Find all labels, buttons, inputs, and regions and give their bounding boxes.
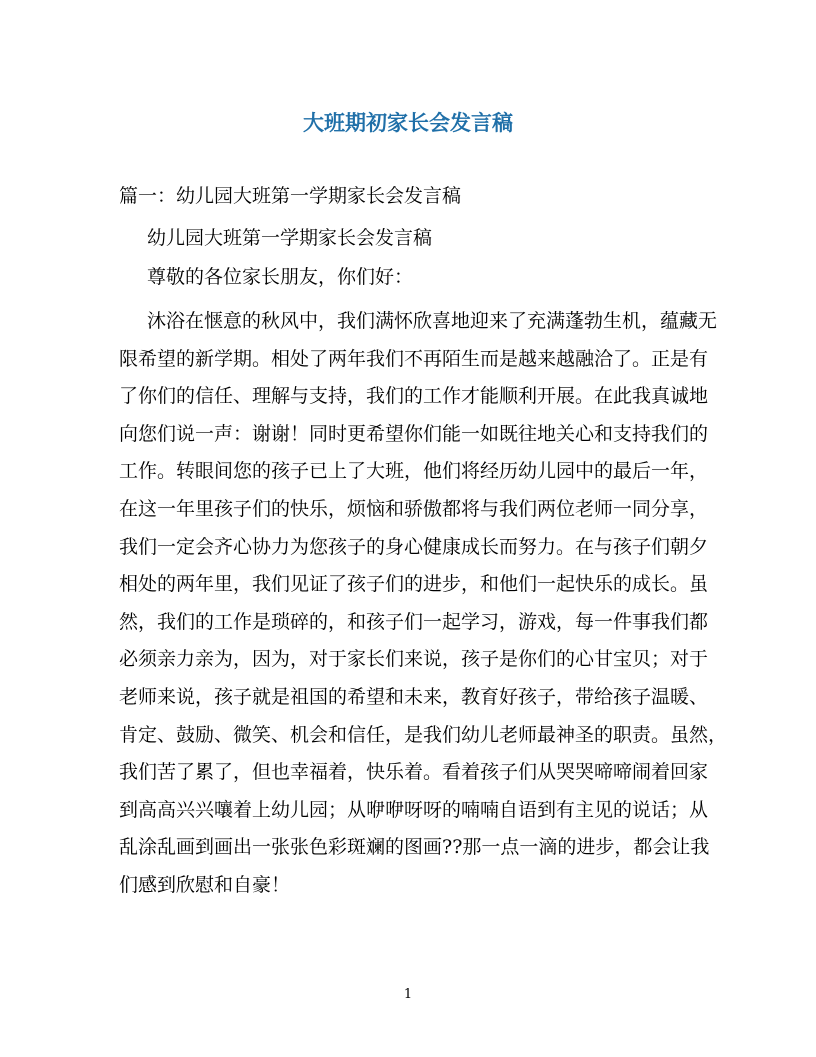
paragraph-line: 然，我们的工作是琐碎的，和孩子们一起学习，游戏，每一件事我们都 xyxy=(119,610,709,633)
paragraph-line: 乱涂乱画到画出一张张色彩斑斓的图画??那一点一滴的进步，都会让我 xyxy=(119,836,710,859)
paragraph-line: 我们一定会齐心协力为您孩子的身心健康成长而努力。在与孩子们朝夕 xyxy=(119,535,709,558)
document-title: 大班期初家长会发言稿 xyxy=(303,110,513,135)
paragraph-line: 们感到欣慰和自豪！ xyxy=(119,873,291,896)
paragraph-line: 了你们的信任、理解与支持，我们的工作才能顺利开展。在此我真诚地 xyxy=(119,385,709,408)
page-number: 1 xyxy=(403,987,413,1002)
paragraph-line: 沐浴在惬意的秋风中，我们满怀欣喜地迎来了充满蓬勃生机，蕴藏无 xyxy=(147,310,718,332)
paragraph-line: 相处的两年里，我们见证了孩子们的进步，和他们一起快乐的成长。虽 xyxy=(119,573,709,596)
paragraph-line: 必须亲力亲为，因为，对于家长们来说，孩子是你们的心甘宝贝；对于 xyxy=(119,648,709,671)
paragraph-line: 限希望的新学期。相处了两年我们不再陌生而是越来越融洽了。正是有 xyxy=(119,347,709,370)
paragraph-line: 在这一年里孩子们的快乐，烦恼和骄傲都将与我们两位老师一同分享， xyxy=(119,497,709,520)
paragraph-line: 到高高兴兴嚷着上幼儿园；从咿咿呀呀的喃喃自语到有主见的说话；从 xyxy=(119,798,709,821)
section-heading: 篇一：幼儿园大班第一学期家长会发言稿 xyxy=(119,185,462,207)
paragraph-line: 工作。转眼间您的孩子已上了大班，他们将经历幼儿园中的最后一年， xyxy=(119,460,709,483)
paragraph-line: 肯定、鼓励、微笑、机会和信任，是我们幼儿老师最神圣的职责。虽然， xyxy=(119,723,728,746)
paragraph-line: 我们苦了累了，但也幸福着，快乐着。看着孩子们从哭哭啼啼闹着回家 xyxy=(119,761,709,784)
greeting-line: 尊敬的各位家长朋友，你们好： xyxy=(147,266,414,288)
paragraph-line: 老师来说，孩子就是祖国的希望和未来，教育好孩子，带给孩子温暖、 xyxy=(119,685,709,708)
paragraph-line: 向您们说一声：谢谢！同时更希望你们能一如既往地关心和支持我们的 xyxy=(119,422,709,445)
speech-subheading: 幼儿园大班第一学期家长会发言稿 xyxy=(147,227,433,249)
body-paragraph xyxy=(119,303,728,905)
